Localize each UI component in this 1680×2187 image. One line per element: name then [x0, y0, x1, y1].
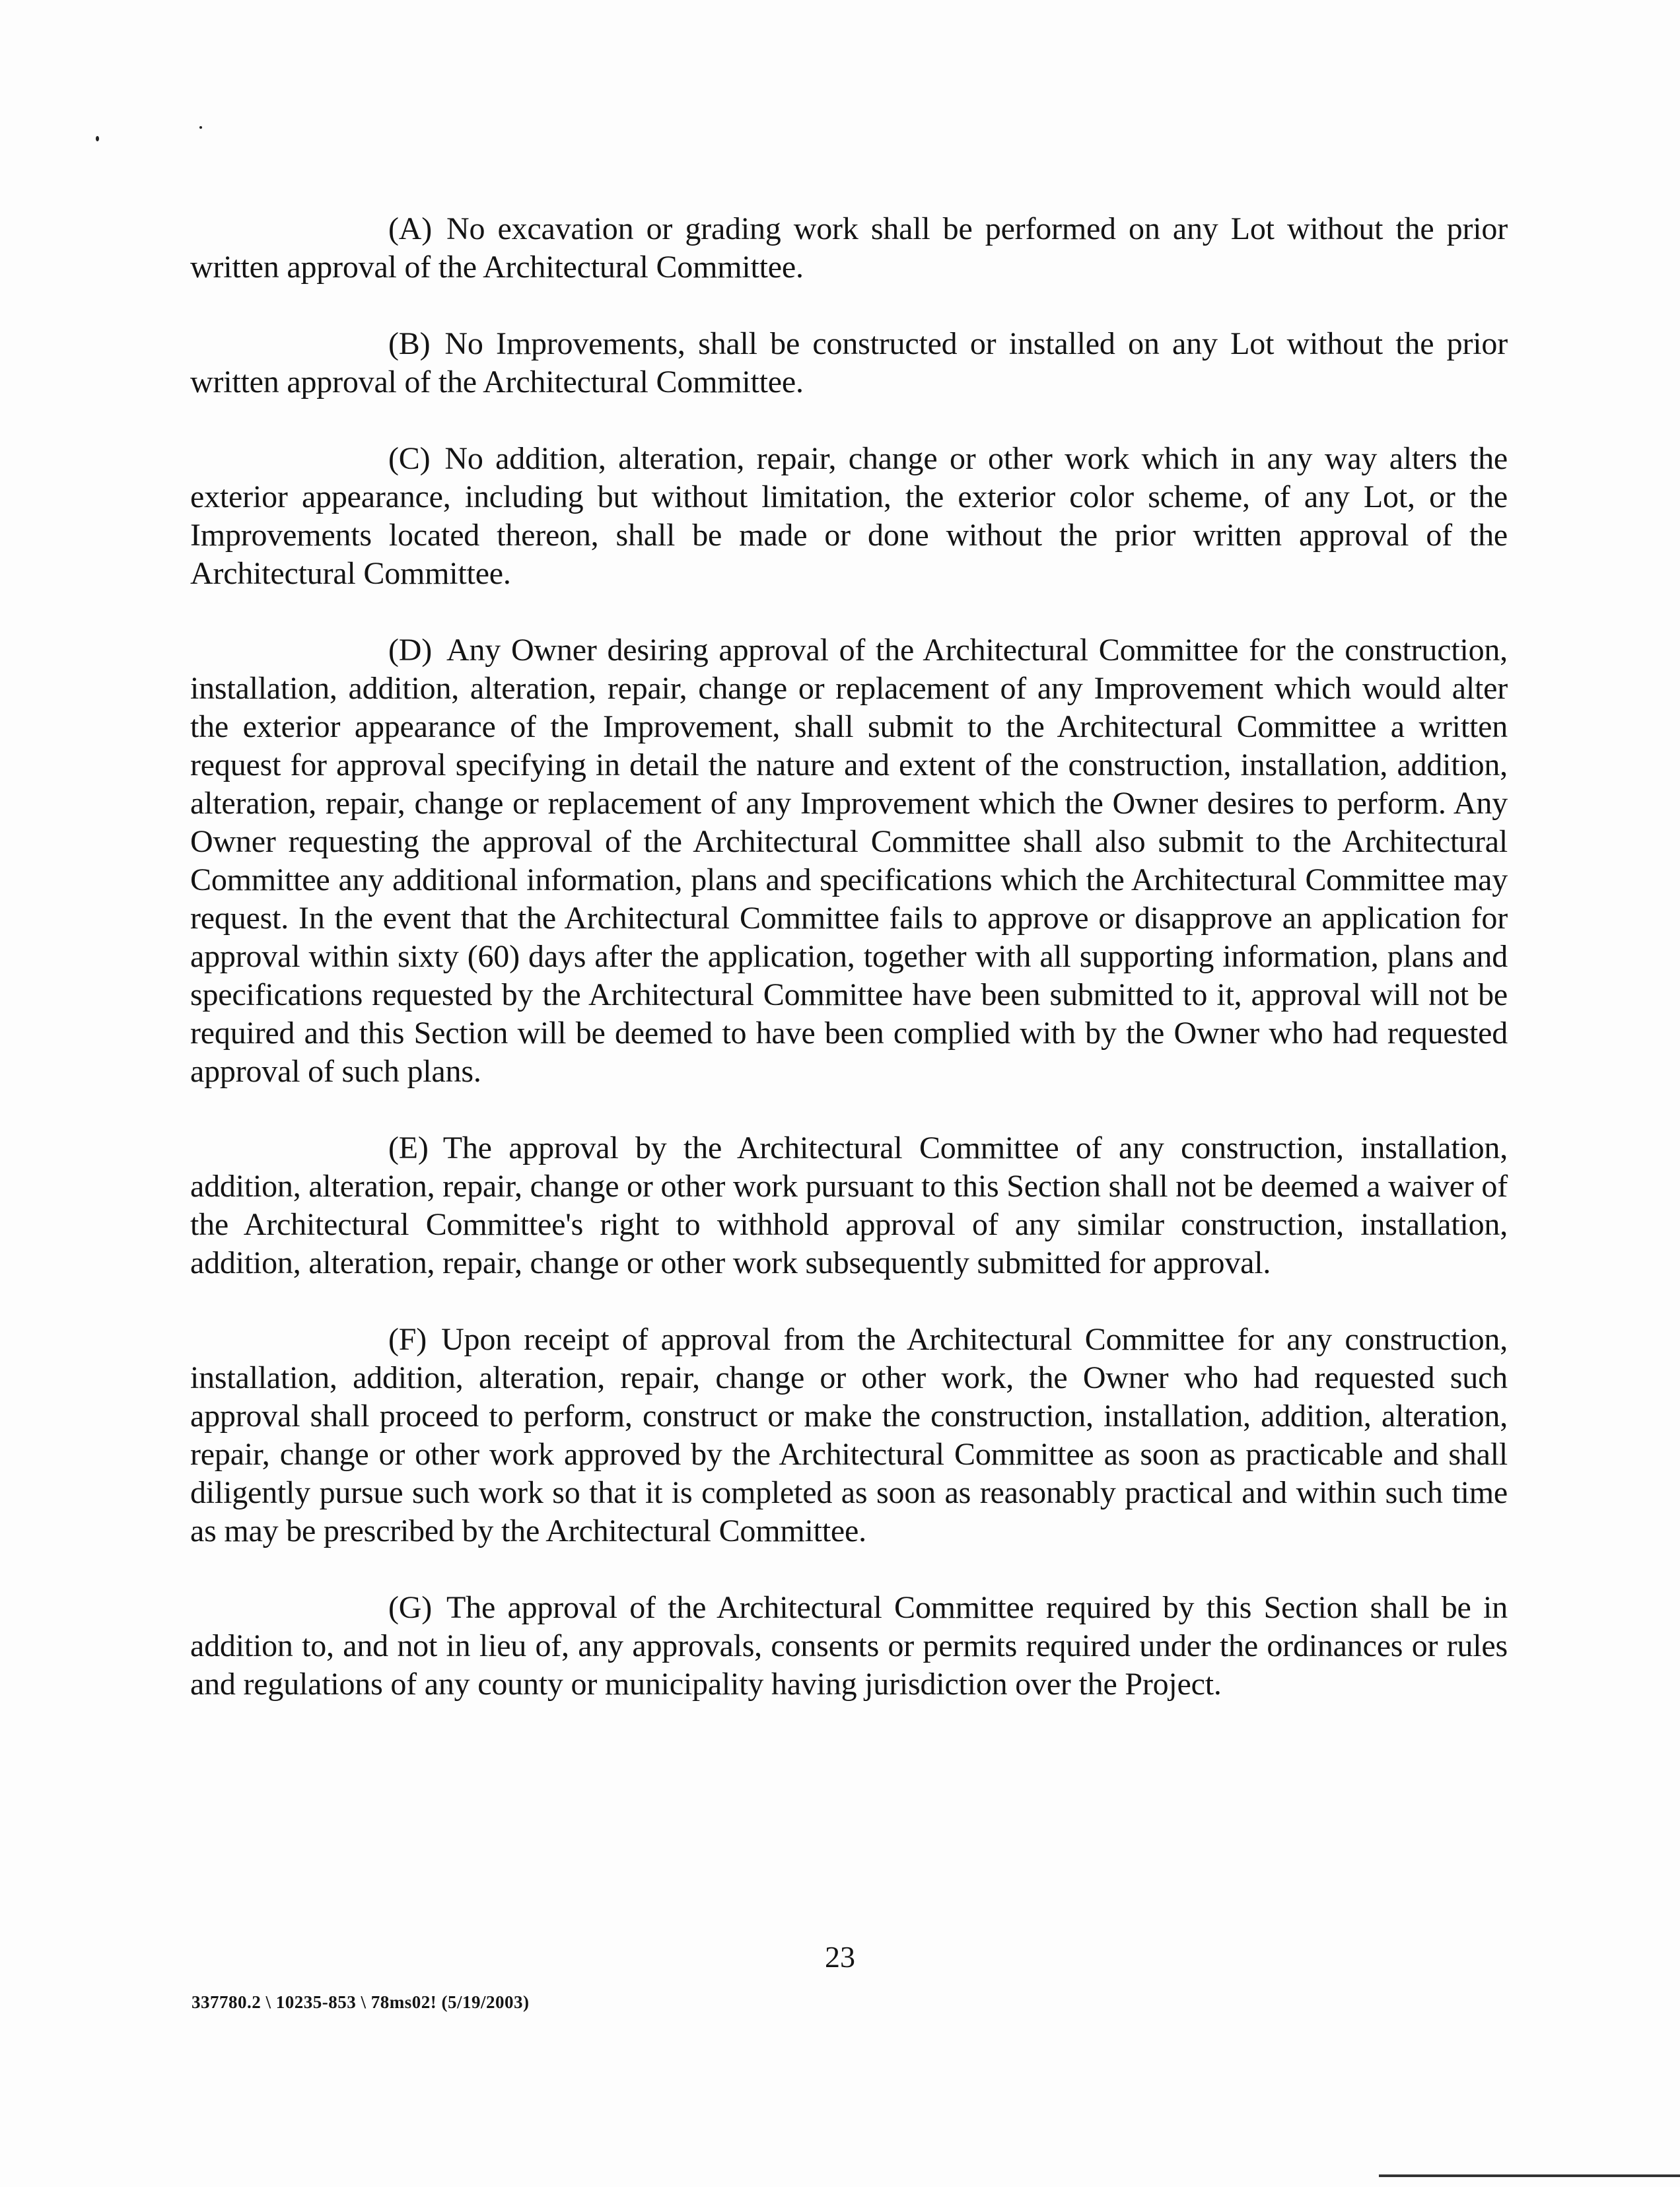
paragraph-marker: (A) [388, 211, 433, 246]
paragraph-marker: (D) [388, 633, 433, 668]
document-body [190, 210, 1508, 1742]
scan-speck [96, 136, 99, 141]
paragraph-marker: (B) [388, 326, 431, 361]
paragraph-a [190, 210, 1508, 287]
paragraph-text: The approval by the Architectural Committee of any construction, installation, addition, alteration, repair, change or other work pursuant to this Section shall not be deemed a waiver of the Architectural Committee's right to withhold approval of any similar construction, installation, addition, alteration, repair, change or other work subsequently submitted for approval. [190, 1130, 1508, 1280]
paragraph-text: Upon receipt of approval from the Architectural Committee for any construction, installation, addition, alteration, repair, change or other work, the Owner who had requested such approval shall proceed to perform, construct or make the construction, installation, addition, alteration, repair, change or other work approved by the Architectural Committee as soon as practicable and shall diligently pursue such work so that it is completed as soon as reasonably practical and within such time as may be prescribed by the Architectural Committee. [190, 1322, 1508, 1548]
paragraph-c [190, 440, 1508, 593]
paragraph-e [190, 1129, 1508, 1282]
paragraph-marker: (C) [388, 441, 431, 476]
scan-edge-rule [1379, 2174, 1680, 2177]
page-number: 23 [825, 1940, 855, 1974]
paragraph-marker: (G) [388, 1590, 433, 1625]
paragraph-g [190, 1589, 1508, 1704]
paragraph-text: The approval of the Architectural Committee required by this Section shall be in addition to, and not in lieu of, any approvals, consents or permits required under the ordinances or rules and regulations of any county or municipality having jurisdiction over the Project. [190, 1590, 1508, 1702]
paragraph-text: No addition, alteration, repair, change or other work which in any way alters the exterior appearance, including but without limitation, the exterior color scheme, of any Lot, or the Improvements located thereon, shall be made or done without the prior written approval of the Architectural Committee. [190, 441, 1508, 591]
paragraph-text: Any Owner desiring approval of the Architectural Committee for the construction, installation, addition, alteration, repair, change or replacement of any Improvement which would alter the exterior appearance of the Improvement, shall submit to the Architectural Committee a written request for approval specifying in detail the nature and extent of the construction, installation, addition, alteration, repair, change or replacement of any Improvement which the Owner desires to perform. Any Owner requesting the approval of the Architectural Committee shall also submit to the Architectural Committee any additional information, plans and specifications which the Architectural Committee may request. In the event that the Architectural Committee fails to approve or disapprove an application for approval within sixty (60) days after the application, together with all supporting information, plans and specifications requested by the Architectural Committee have been submitted to it, approval will not be required and this Section will be deemed to have been complied with by the Owner who had requested approval of such plans. [190, 633, 1508, 1089]
paragraph-marker: (F) [388, 1322, 427, 1357]
scan-speck [199, 126, 202, 129]
paragraph-text: No excavation or grading work shall be performed on any Lot without the prior written approval of the Architectural Committee. [190, 211, 1508, 285]
paragraph-d [190, 631, 1508, 1091]
document-id: 337780.2 \ 10235-853 \ 78ms02! (5/19/2003) [192, 1992, 530, 2012]
paragraph-f [190, 1321, 1508, 1550]
paragraph-text: No Improvements, shall be constructed or installed on any Lot without the prior written approval of the Architectural Committee. [190, 326, 1508, 399]
paragraph-b [190, 325, 1508, 401]
paragraph-marker: (E) [388, 1130, 429, 1165]
